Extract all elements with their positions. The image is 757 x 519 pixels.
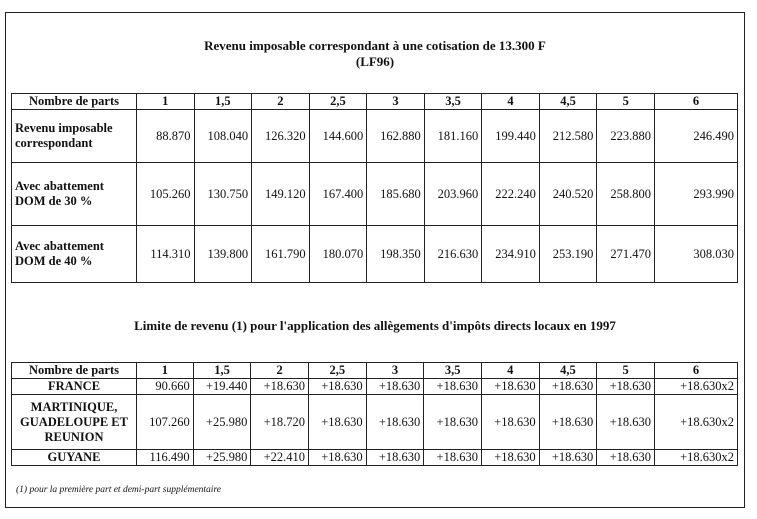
table-cell: +18.630x2 [655, 395, 738, 450]
table1-title-line2: (LF96) [355, 54, 395, 69]
table2-header-cell: 6 [655, 363, 738, 379]
table-cell: 222.240 [482, 163, 540, 226]
row-label: Avec abattement DOM de 40 % [12, 226, 137, 283]
table-row [12, 110, 738, 163]
table-cell: +25.980 [193, 450, 251, 466]
table2-header-cell: 4 [481, 363, 539, 379]
table2-header-cell: 3,5 [424, 363, 482, 379]
table-cell: +18.630 [597, 395, 655, 450]
table-cell: 139.800 [194, 226, 252, 283]
table-cell: 149.120 [252, 163, 310, 226]
row-label: Revenu imposable correspondant [12, 110, 137, 163]
table-cell: 114.310 [137, 226, 195, 283]
table-cell: +18.630 [597, 379, 655, 395]
table2-header-cell: 1,5 [193, 363, 251, 379]
table-cell: 271.470 [597, 226, 655, 283]
table-cell: +19.440 [193, 379, 251, 395]
table-cell: 185.680 [367, 163, 425, 226]
table-cell: 181.160 [424, 110, 482, 163]
table-cell: +18.630 [366, 379, 424, 395]
table2-header-cell: 1 [137, 363, 194, 379]
table-cell: +18.720 [251, 395, 309, 450]
table-cell: 130.750 [194, 163, 252, 226]
table-cell: 308.030 [655, 226, 738, 283]
table2-header-cell: 5 [597, 363, 655, 379]
table2-header-cell: 2 [251, 363, 309, 379]
table-cell: 234.910 [482, 226, 540, 283]
table-cell: 246.490 [655, 110, 738, 163]
table1-header-cell: 6 [655, 94, 738, 110]
revenue-table [11, 93, 738, 283]
row-label: FRANCE [12, 379, 137, 395]
table1-header-cell: 2,5 [309, 94, 367, 110]
table-cell: 162.880 [367, 110, 425, 163]
table1-header-cell: 3 [367, 94, 425, 110]
table-row [12, 450, 738, 466]
table-cell: 198.350 [367, 226, 425, 283]
table-cell: +18.630 [251, 379, 309, 395]
table-cell: +25.980 [193, 395, 251, 450]
table-cell: 116.490 [137, 450, 194, 466]
table-cell: 167.400 [309, 163, 367, 226]
table-cell: +18.630 [424, 450, 482, 466]
table-cell: 161.790 [252, 226, 310, 283]
table-cell: 199.440 [482, 110, 540, 163]
table1-header-cell: 4,5 [539, 94, 597, 110]
table2-header-cell: 4,5 [539, 363, 597, 379]
table1-header-cell: 3,5 [424, 94, 482, 110]
table-cell: +18.630 [539, 395, 597, 450]
table-cell: +18.630 [366, 395, 424, 450]
table-cell: +18.630 [481, 450, 539, 466]
table-cell: 126.320 [252, 110, 310, 163]
table-cell: 216.630 [424, 226, 482, 283]
table-cell: +18.630 [539, 450, 597, 466]
table1-header-row [12, 94, 738, 110]
row-label: GUYANE [12, 450, 137, 466]
table1-header-cell: Nombre de parts [12, 94, 137, 110]
table-cell: 90.660 [137, 379, 194, 395]
table-cell: +18.630x2 [655, 450, 738, 466]
table-cell: +18.630x2 [655, 379, 738, 395]
footnote: (1) pour la première part et demi-part supplémentaire [16, 485, 222, 495]
row-label: Avec abattement DOM de 30 % [12, 163, 137, 226]
table-cell: +18.630 [366, 450, 424, 466]
table-row [12, 163, 738, 226]
table1-header-cell: 5 [597, 94, 655, 110]
table1-header-cell: 4 [482, 94, 540, 110]
table2-title: Limite de revenu (1) pour l'application des allègements d'impôts directs locaux en 1997 [134, 318, 616, 333]
table-cell: +18.630 [539, 379, 597, 395]
table-cell: 105.260 [137, 163, 195, 226]
table-cell: +18.630 [309, 395, 367, 450]
table1-title [5, 38, 745, 70]
table-cell: 88.870 [137, 110, 195, 163]
table-cell: +18.630 [309, 379, 367, 395]
table-cell: +18.630 [481, 395, 539, 450]
table-cell: 293.990 [655, 163, 738, 226]
table-row [12, 395, 738, 450]
income-limit-table [11, 362, 738, 466]
table-cell: +18.630 [424, 395, 482, 450]
table-cell: 108.040 [194, 110, 252, 163]
table1-header-cell: 1,5 [194, 94, 252, 110]
table2-header-cell: 3 [366, 363, 424, 379]
table-cell: 253.190 [539, 226, 597, 283]
table-cell: 258.800 [597, 163, 655, 226]
table-cell: +18.630 [309, 450, 367, 466]
table-row [12, 379, 738, 395]
table2-header-row [12, 363, 738, 379]
table1-header-cell: 1 [137, 94, 195, 110]
table-cell: 107.260 [137, 395, 194, 450]
table-cell: 203.960 [424, 163, 482, 226]
table-cell: 180.070 [309, 226, 367, 283]
table-cell: 144.600 [309, 110, 367, 163]
table-cell: +22.410 [251, 450, 309, 466]
table2-header-cell: Nombre de parts [12, 363, 137, 379]
table-cell: +18.630 [424, 379, 482, 395]
table-cell: 212.580 [539, 110, 597, 163]
table-cell: +18.630 [481, 379, 539, 395]
table2-header-cell: 2,5 [309, 363, 367, 379]
table-row [12, 226, 738, 283]
table-cell: 223.880 [597, 110, 655, 163]
table-cell: 240.520 [539, 163, 597, 226]
table1-title-line1: Revenu imposable correspondant à une cotisation de 13.300 F [204, 38, 546, 53]
table-cell: +18.630 [597, 450, 655, 466]
table1-header-cell: 2 [252, 94, 310, 110]
row-label: MARTINIQUE, GUADELOUPE ET REUNION [12, 395, 137, 450]
